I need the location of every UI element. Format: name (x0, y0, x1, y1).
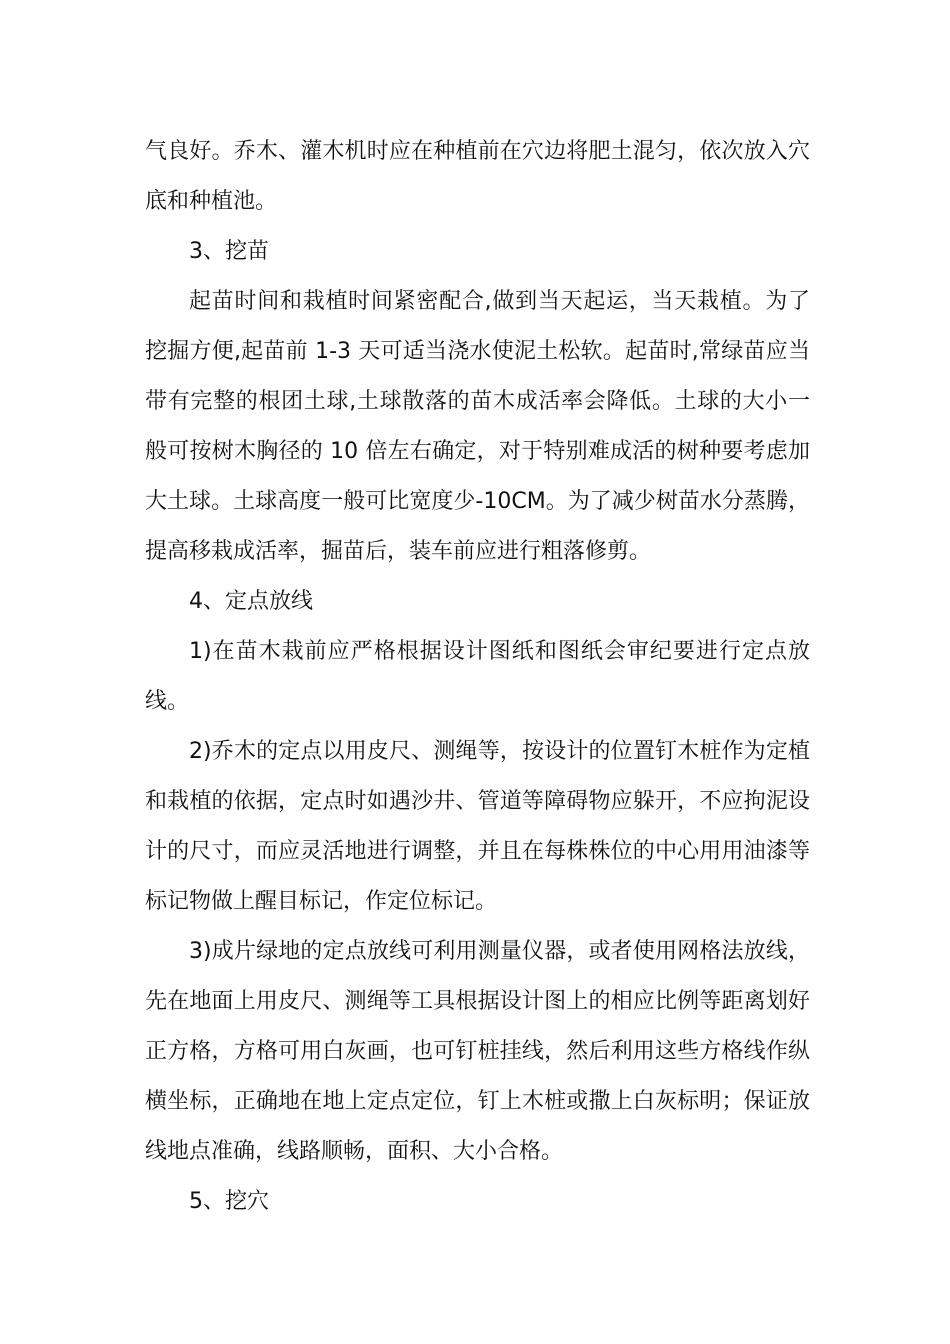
paragraph-staking-item-3: 3)成片绿地的定点放线可利用测量仪器，或者使用网格法放线，先在地面上用皮尺、测绳等工具根据设计图上的相应比例等距离划好正方格，方格可用白灰画，也可钉桩挂线，然后利用这些方格线作纵横坐标，正确地在地上定点定位，钉上木桩或撒上白灰标明；保证放线地点准确，线路顺畅，面积、大小合格。 (145, 939, 810, 1164)
paragraph-continuation: 气良好。乔木、灌木机时应在种植前在穴边将肥土混匀，依次放入穴底和种植池。 (145, 139, 810, 214)
paragraph-dig-seedlings: 起苗时间和栽植时间紧密配合,做到当天起运，当天栽植。为了挖掘方便,起苗前 1-3 天可适当浇水使泥土松软。起苗时,常绿苗应当带有完整的根团土球,土球散落的苗木成活率会降低。土球的大小一般可按树木胸径的 10 倍左右确定，对于特别难成活的树种要考虑加大土球。土球高度一般可比宽度少-10CM。为了减少树苗水分蒸腾，提高移栽成活率，掘苗后，装车前应进行粗落修剪。 (145, 289, 810, 564)
paragraph-staking-item-2: 2)乔木的定点以用皮尺、测绳等，按设计的位置钉木桩作为定植和栽植的依据，定点时如遇沙井、管道等障碍物应躲开，不应拘泥设计的尺寸，而应灵活地进行调整，并且在每株株位的中心用用油漆等标记物做上醒目标记，作定位标记。 (145, 739, 810, 914)
section-heading-staking-out: 4、定点放线 (189, 589, 313, 614)
paragraph-staking-item-1: 1)在苗木栽前应严格根据设计图纸和图纸会审纪要进行定点放线。 (145, 639, 810, 714)
section-heading-dig-seedlings: 3、挖苗 (189, 239, 269, 264)
section-heading-dig-holes: 5、挖穴 (189, 1189, 269, 1214)
document-body (145, 127, 810, 1227)
